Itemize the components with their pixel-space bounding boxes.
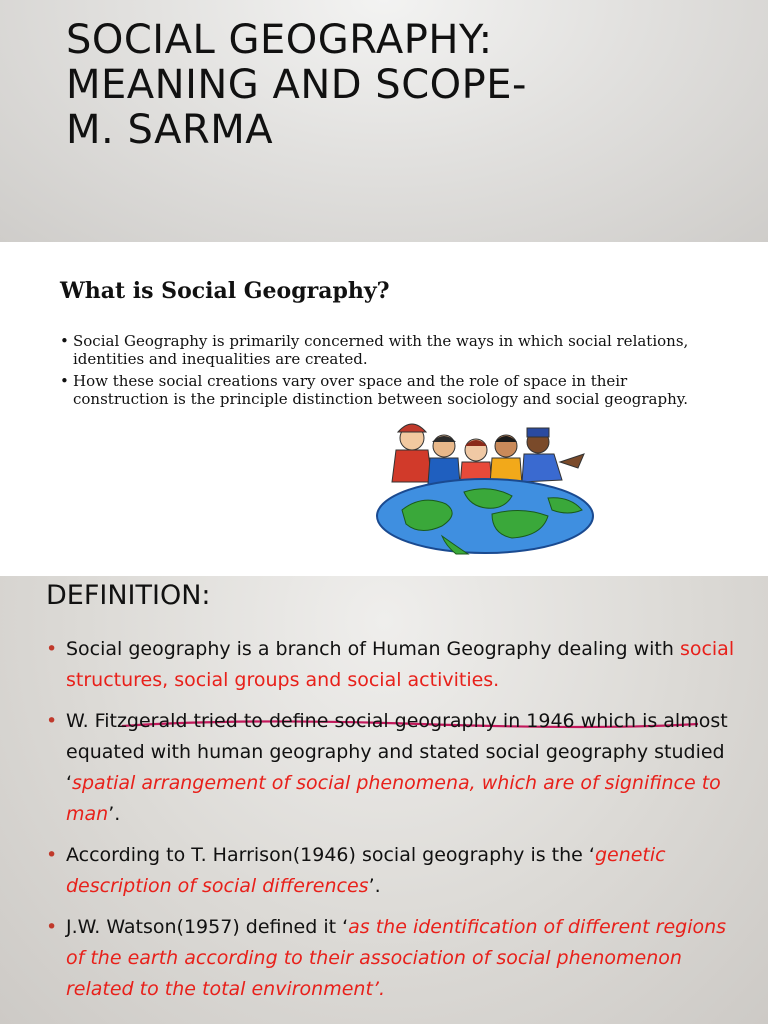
title-slide [0,0,768,242]
bullet-text: W. Fitzgerald tried to define social geography in 1946 which is almost equated with human geography and stated social geography studied ‘ [66,710,728,794]
quote-text: as the identification of different regions of the earth according to their association of social phenomenon related to the total environment’. [66,916,727,1000]
title-line-2: MEANING AND SCOPE- [66,62,527,108]
definition-slide [0,576,768,1024]
quote-text: spatial arrangement of social phenomena, which are of signifince to man [66,772,721,825]
bullet-end: ’. [108,803,121,825]
quote-text: genetic description of social differences [66,844,666,897]
slide-title [66,18,527,153]
list-item [46,840,746,902]
definition-list [46,634,746,1015]
list-item [46,912,746,1005]
title-line-3: M. SARMA [66,107,274,153]
what-is-slide [0,242,768,576]
list-item [46,706,746,830]
people-figures [392,424,584,486]
list-item: • Social Geography is primarily concerned with the ways in which social relations, identities and inequalities are created. [58,332,698,368]
highlight-text: social structures, social groups and social activities. [66,638,735,691]
bullet-end: ’. [368,875,381,897]
list-item [46,634,746,696]
globe-illustration [377,479,593,554]
people-around-globe-icon [372,418,598,556]
slide-heading: What is Social Geography? [60,278,390,304]
bullet-text: Social geography is a branch of Human Geography dealing with [66,638,680,660]
bullet-text: According to T. Harrison(1946) social geography is the ‘ [66,844,595,866]
title-line-1: SOCIAL GEOGRAPHY: [66,17,493,63]
bullet-list [58,332,698,412]
list-item: • How these social creations vary over space and the role of space in their construction is the principle distinction between sociology and social geography. [58,372,698,408]
slide-heading: DEFINITION: [46,580,211,611]
bullet-text: J.W. Watson(1957) defined it ‘ [66,916,349,938]
